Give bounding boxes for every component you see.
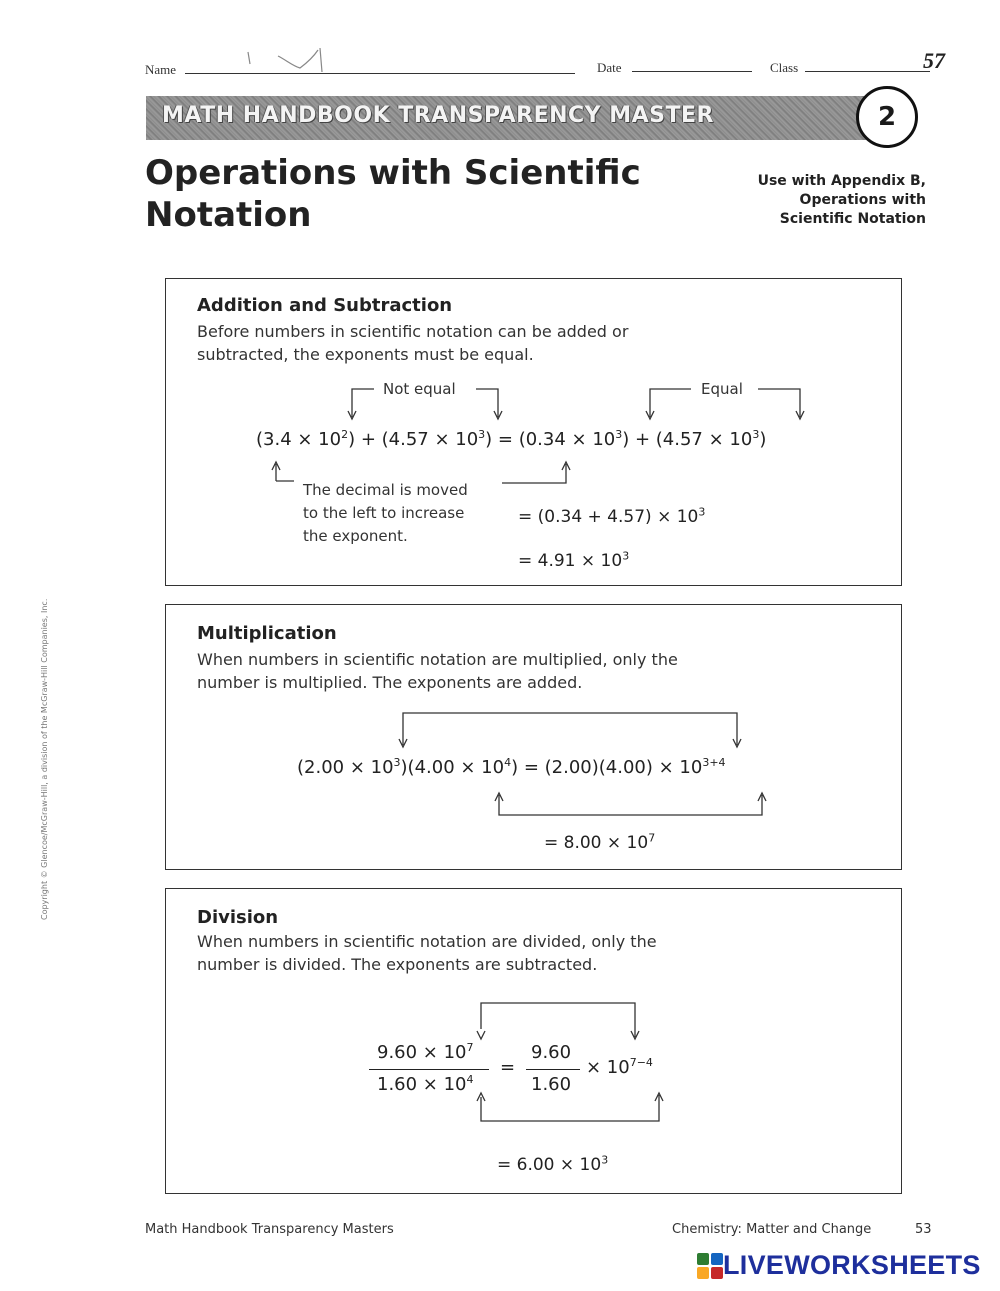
not-equal-label: Not equal: [383, 380, 456, 398]
division-right-fraction-bar: [526, 1069, 580, 1070]
appendix-line3: Scientific Notation: [779, 211, 926, 227]
addition-heading: Addition and Subtraction: [197, 295, 453, 316]
multiplication-heading: Multiplication: [197, 623, 337, 644]
division-equals: =: [500, 1057, 516, 1078]
class-input-line[interactable]: [805, 71, 930, 72]
appendix-line1: Use with Appendix B,: [757, 173, 926, 189]
class-label: Class: [770, 60, 799, 75]
decimal-note-line3: the exponent.: [303, 527, 408, 545]
decimal-note-line2: to the left to increase: [303, 504, 465, 522]
division-exponent-term: × $10^{7-4}$: [586, 1056, 653, 1078]
division-section: [165, 888, 902, 1194]
addition-subtraction-section: [165, 278, 902, 586]
footer-left: Math Handbook Transparency Masters: [145, 1222, 394, 1237]
decimal-note-line1: The decimal is moved: [303, 481, 468, 499]
banner: [146, 96, 866, 140]
division-left-numerator: $9.60 \times 10^7$: [377, 1041, 474, 1063]
multiplication-body-line1: When numbers in scientific notation are multiplied, only the: [197, 650, 678, 669]
addition-equation: $(3.4 \times 10^2) + (4.57 \times 10^3) = (0.34 \times 10^3) + (4.57 \times 10^3)$: [256, 428, 767, 450]
addition-step2: = $(0.34 + 4.57) \times 10^3$: [518, 505, 706, 527]
equal-label: Equal: [701, 380, 743, 398]
multiplication-result: = $8.00 \times 10^7$: [544, 831, 656, 853]
addition-body-line2: subtracted, the exponents must be equal.: [197, 345, 534, 364]
addition-body-line1: Before numbers in scientific notation can be added or: [197, 322, 629, 341]
page-title-line2: Notation: [145, 195, 312, 235]
multiplication-arrows: [166, 605, 903, 871]
footer-right: Chemistry: Matter and Change: [672, 1222, 872, 1237]
multiplication-section: [165, 604, 902, 870]
page-title: [145, 152, 641, 236]
name-label: Name: [145, 62, 177, 77]
liveworksheets-text: LIVEWORKSHEETS: [723, 1250, 981, 1280]
division-right-denominator: 1.60: [531, 1074, 572, 1095]
liveworksheets-icon: [697, 1253, 723, 1279]
division-left-denominator: $1.60 \times 10^4$: [377, 1073, 474, 1095]
addition-result: = $4.91 \times 10^3$: [518, 549, 630, 571]
division-heading: Division: [197, 907, 279, 928]
liveworksheets-logo[interactable]: [697, 1250, 981, 1281]
division-left-fraction-bar: [369, 1069, 489, 1070]
appendix-line2: Operations with: [799, 192, 926, 208]
appendix-reference: [700, 172, 926, 229]
date-input-line[interactable]: [632, 71, 752, 72]
division-result: = $6.00 \times 10^3$: [497, 1153, 609, 1175]
date-label: Date: [597, 60, 622, 75]
multiplication-body-line2: number is multiplied. The exponents are added.: [197, 673, 583, 692]
copyright-notice: Copyright © Glencoe/McGraw-Hill, a division of the McGraw-Hill Companies, Inc.: [40, 598, 49, 920]
division-body-line2: number is divided. The exponents are subtracted.: [197, 955, 598, 974]
transparency-number-badge: 2: [856, 86, 918, 148]
division-body-line1: When numbers in scientific notation are divided, only the: [197, 932, 657, 951]
decimal-note: [303, 479, 468, 548]
banner-text: MATH HANDBOOK TRANSPARENCY MASTER: [162, 103, 714, 128]
multiplication-equation: $(2.00 \times 10^3)(4.00 \times 10^4) = (2.00)(4.00) \times 10^{3+4}$: [297, 756, 726, 778]
handwritten-name-scribble: [238, 42, 348, 76]
page-number-handwritten: 57: [923, 48, 945, 73]
division-right-numerator: 9.60: [531, 1042, 572, 1063]
footer-page-number: 53: [915, 1222, 932, 1237]
page-title-line1: Operations with Scientific: [145, 153, 641, 193]
